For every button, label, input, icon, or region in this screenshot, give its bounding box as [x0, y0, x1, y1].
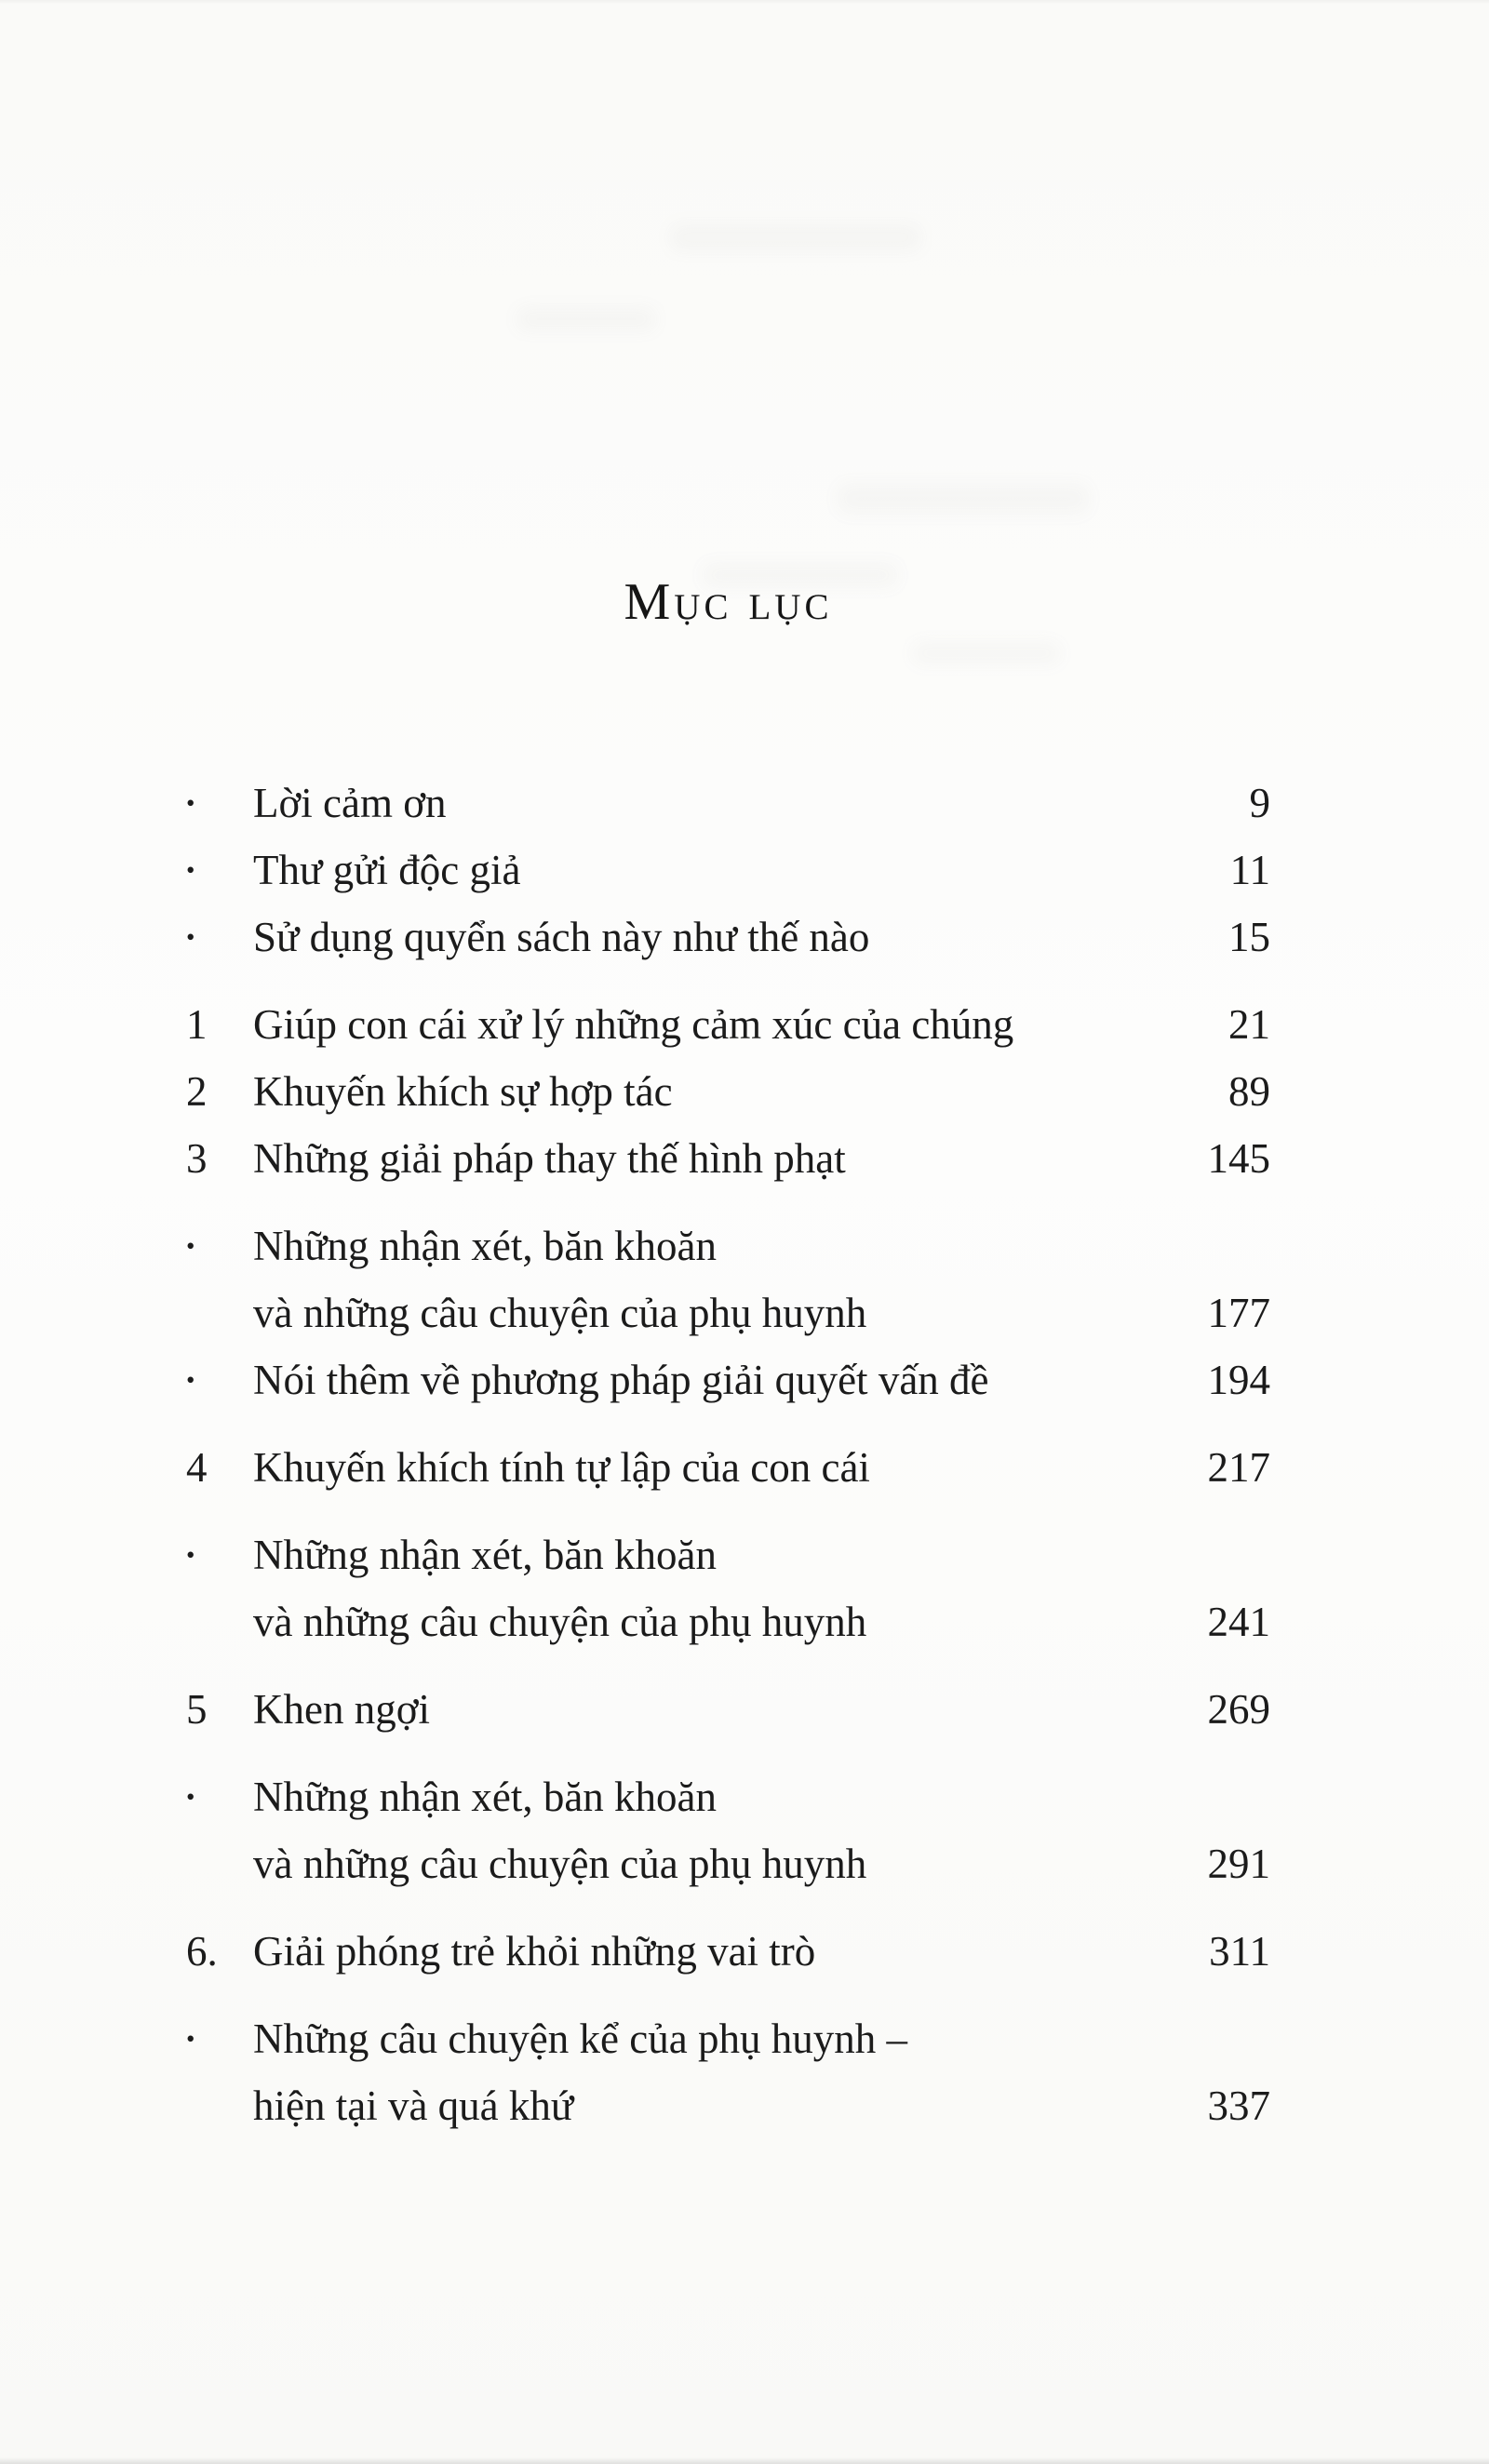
- toc-page-number: 311: [1209, 1928, 1270, 1975]
- toc-entry-line: Những giải pháp thay thế hình phạt: [253, 1135, 846, 1182]
- page-showthrough: [516, 307, 656, 331]
- toc-page-number: 337: [1207, 2082, 1270, 2129]
- toc-entry-line: Lời cảm ơn: [253, 780, 447, 826]
- toc-marker: •: [186, 923, 195, 951]
- toc-entry-line: hiện tại và quá khứ: [253, 2082, 574, 2129]
- toc-row: [186, 1212, 1270, 1346]
- toc-marker: 1: [186, 1001, 208, 1048]
- toc-page-number: 89: [1228, 1068, 1270, 1115]
- toc-entry-line: Khuyến khích sự hợp tác: [253, 1068, 673, 1115]
- toc-entry-line: Giúp con cái xử lý những cảm xúc của chúng: [253, 1001, 1014, 1048]
- toc-row: [186, 770, 1270, 837]
- page-showthrough: [670, 223, 921, 251]
- toc-entry-line: Khen ngợi: [253, 1686, 431, 1733]
- toc-marker: 2: [186, 1068, 208, 1115]
- toc-entry-title: [253, 1521, 1186, 1655]
- toc-entry-line: Giải phóng trẻ khỏi những vai trò: [253, 1928, 816, 1975]
- toc-row: [186, 1058, 1270, 1125]
- page-title: Mục lục: [624, 573, 833, 631]
- toc-row: [186, 1763, 1270, 1897]
- toc-list: [186, 770, 1270, 2139]
- toc-row: [186, 904, 1270, 971]
- toc-entry-title: [253, 770, 1227, 837]
- toc-row: [186, 1346, 1270, 1413]
- toc-row: [186, 1125, 1270, 1192]
- toc-marker: •: [186, 856, 195, 884]
- toc-entry-title: [253, 1346, 1186, 1413]
- toc-marker: •: [186, 2025, 195, 2053]
- toc-entry-line: Những nhận xét, băn khoăn: [253, 1774, 718, 1820]
- toc-marker: •: [186, 1232, 195, 1260]
- toc-entry-title: [253, 904, 1206, 971]
- toc-entry-title: [253, 1125, 1186, 1192]
- toc-marker: •: [186, 1541, 195, 1569]
- toc-marker: •: [186, 1783, 195, 1811]
- toc-page-number: 21: [1228, 1001, 1270, 1048]
- toc-row: [186, 837, 1270, 904]
- toc-entry-line: Khuyến khích tính tự lập của con cái: [253, 1444, 870, 1491]
- toc-row: [186, 1434, 1270, 1501]
- scan-edge-bottom: [0, 2457, 1489, 2464]
- toc-page-number: 291: [1207, 1841, 1270, 1887]
- toc-marker: 3: [186, 1135, 208, 1182]
- toc-page-number: 217: [1207, 1444, 1270, 1491]
- toc-entry-line: Những câu chuyện kể của phụ huynh –: [253, 2015, 907, 2062]
- toc-row: [186, 1918, 1270, 1985]
- toc-page-number: 194: [1207, 1357, 1270, 1403]
- page-showthrough: [838, 484, 1089, 514]
- toc-marker: 5: [186, 1686, 208, 1733]
- toc-page-number: 11: [1229, 847, 1270, 893]
- toc-marker: •: [186, 789, 195, 817]
- toc-entry-title: [253, 1434, 1186, 1501]
- toc-page-number: 9: [1249, 780, 1270, 826]
- toc-marker: 4: [186, 1444, 208, 1491]
- toc-entry-line: Những nhận xét, băn khoăn: [253, 1532, 718, 1578]
- scan-edge-top: [0, 0, 1489, 5]
- toc-marker: •: [186, 1366, 195, 1394]
- toc-entry-title: [253, 1058, 1206, 1125]
- toc-entry-title: [253, 1212, 1186, 1346]
- toc-row: [186, 991, 1270, 1058]
- toc-entry-title: [253, 1676, 1186, 1743]
- toc-entry-title: [253, 1763, 1186, 1897]
- toc-entry-line: Những nhận xét, băn khoăn: [253, 1223, 718, 1269]
- toc-entry-title: [253, 991, 1206, 1058]
- toc-page-number: 145: [1207, 1135, 1270, 1182]
- toc-page-number: 241: [1207, 1599, 1270, 1645]
- toc-page-number: 15: [1228, 914, 1270, 960]
- toc-entry-line: Sử dụng quyển sách này như thế nào: [253, 914, 870, 960]
- toc-entry-line: Nói thêm về phương pháp giải quyết vấn đề: [253, 1357, 989, 1403]
- toc-row: [186, 1521, 1270, 1655]
- table-of-contents: [186, 569, 1270, 2139]
- toc-row: [186, 2005, 1270, 2139]
- toc-entry-title: [253, 1918, 1187, 1985]
- toc-entry-line: và những câu chuyện của phụ huynh: [253, 1599, 867, 1645]
- toc-page-number: 269: [1207, 1686, 1270, 1733]
- toc-entry-line: và những câu chuyện của phụ huynh: [253, 1290, 867, 1336]
- toc-page-number: 177: [1207, 1290, 1270, 1336]
- toc-entry-title: [253, 2005, 1186, 2139]
- toc-entry-title: [253, 837, 1208, 904]
- toc-entry-line: và những câu chuyện của phụ huynh: [253, 1841, 867, 1887]
- toc-entry-line: Thư gửi độc giả: [253, 847, 521, 893]
- toc-row: [186, 1676, 1270, 1743]
- toc-marker: 6.: [186, 1928, 218, 1975]
